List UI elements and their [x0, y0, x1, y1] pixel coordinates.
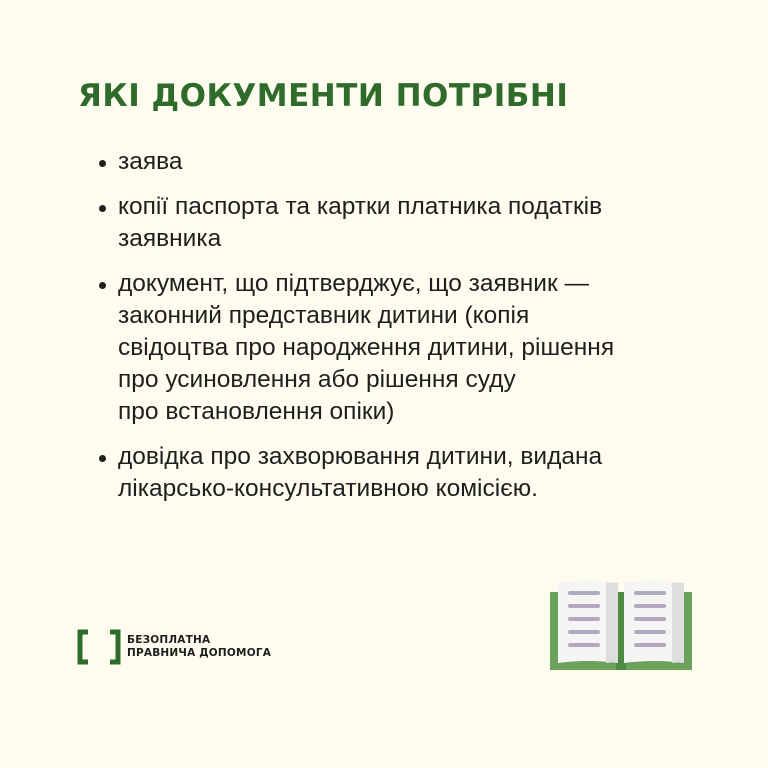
list-item-line: лікарсько-консультативною комісією. [118, 475, 538, 502]
page-title: ЯКІ ДОКУМЕНТИ ПОТРІБНІ [78, 78, 569, 114]
bullet-icon [99, 205, 106, 212]
list-item-line: документ, що підтверджує, що заявник — [118, 270, 590, 297]
list-item [98, 268, 698, 428]
list-item-line: копії паспорта та картки платника податків [118, 193, 603, 220]
list-item-line: заявника [118, 225, 222, 252]
list-item-line: довідка про захворювання дитини, видана [118, 443, 603, 470]
list-item [98, 441, 698, 505]
bullet-icon [99, 282, 106, 289]
open-book-icon [548, 575, 694, 675]
bracket-logo-icon [77, 629, 121, 665]
list-item-line: свідоцтва про народження дитини, рішення [118, 334, 615, 361]
logo-line-2: ПРАВНИЧА ДОПОМОГА [127, 647, 272, 659]
list-item-line: про усиновлення або рішення суду [118, 366, 516, 393]
bullet-icon [99, 455, 106, 462]
logo-text [127, 634, 271, 660]
documents-list [98, 146, 698, 518]
list-item [98, 146, 698, 178]
list-item [98, 191, 698, 255]
list-item-line: законний представник дитини (копія [118, 302, 530, 329]
bullet-icon [99, 160, 106, 167]
logo-line-1: БЕЗОПЛАТНА [127, 634, 211, 646]
list-item-line: про встановлення опіки) [118, 398, 395, 425]
list-item-line: заява [118, 148, 183, 175]
